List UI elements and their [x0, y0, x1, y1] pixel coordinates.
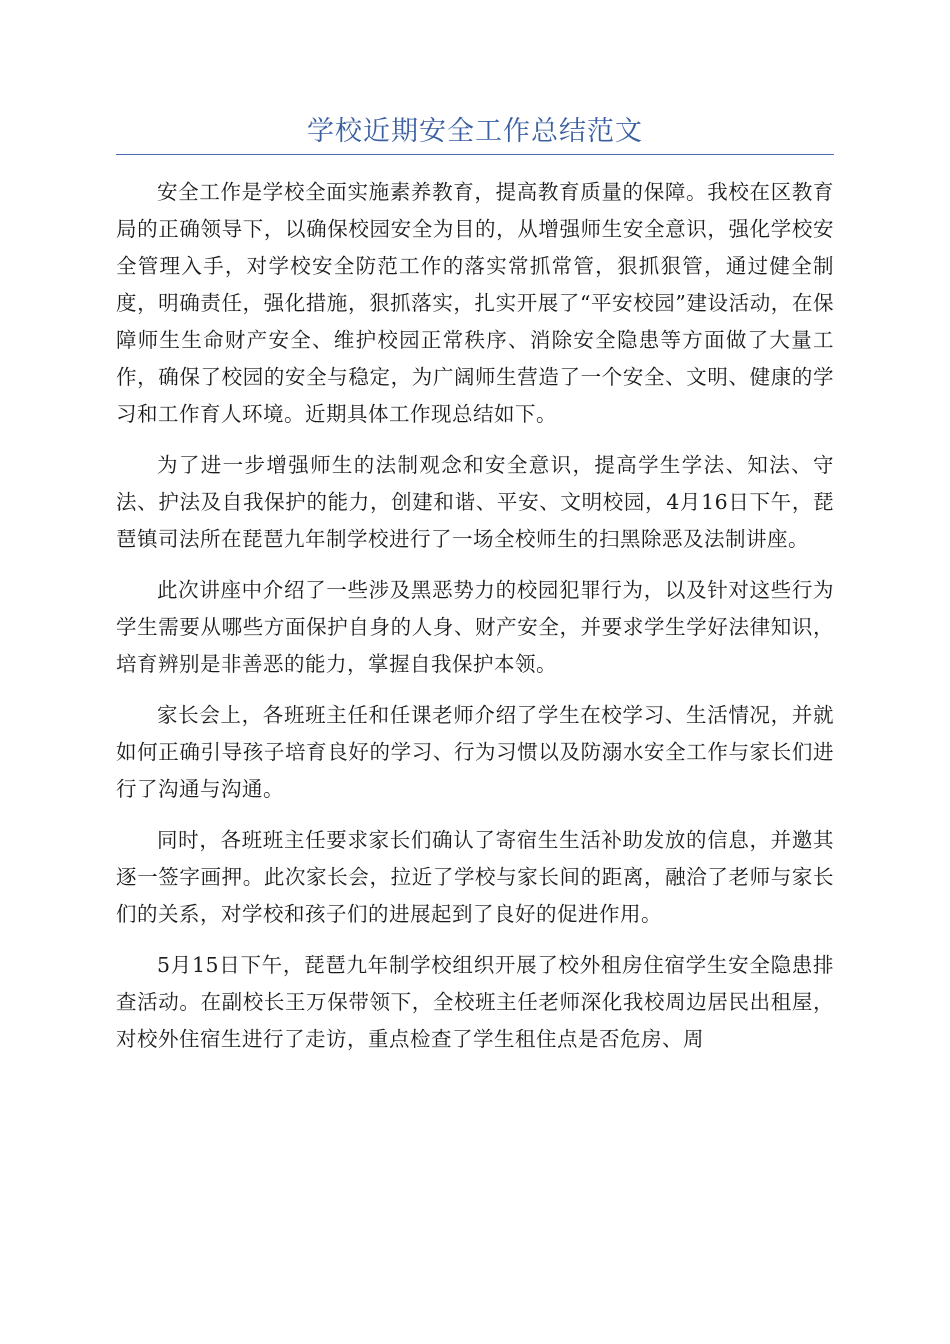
paragraph-4: 家长会上，各班班主任和任课老师介绍了学生在校学习、生活情况，并就如何正确引导孩子培育良好的学习、行为习惯以及防溺水安全工作与家长们进行了沟通与沟通。	[116, 703, 834, 801]
paragraph-1: 安全工作是学校全面实施素养教育，提高教育质量的保障。我校在区教育局的正确领导下，以确保校园安全为目的，从增强师生安全意识，强化学校安全管理入手，对学校安全防范工作的落实常抓常管，狠抓狠管，通过健全制度，明确责任，强化措施，狠抓落实，扎实开展了“平安校园”建设活动，在保障师生生命财产安全、维护校园正常秩序、消除安全隐患等方面做了大量工作，确保了校园的安全与稳定，为广阔师生营造了一个安全、文明、健康的学习和工作育人环境。近期具体工作现总结如下。	[116, 180, 834, 426]
paragraph-3: 此次讲座中介绍了一些涉及黑恶势力的校园犯罪行为，以及针对这些行为学生需要从哪些方面保护自身的人身、财产安全，并要求学生学好法律知识，培育辨别是非善恶的能力，掌握自我保护本领。	[116, 578, 834, 676]
title-underline	[116, 154, 834, 155]
document-body	[116, 174, 834, 1072]
paragraph-6: 5月15日下午，琵琶九年制学校组织开展了校外租房住宿学生安全隐患排查活动。在副校长王万保带领下，全校班主任老师深化我校周边居民出租屋，对校外住宿生进行了走访，重点检查了学生租住点是否危房、周	[116, 953, 834, 1051]
document-title: 学校近期安全工作总结范文	[307, 116, 643, 147]
paragraph-2: 为了进一步增强师生的法制观念和安全意识，提高学生学法、知法、守法、护法及自我保护的能力，创建和谐、平安、文明校园，4月16日下午，琵琶镇司法所在琵琶九年制学校进行了一场全校师生的扫黑除恶及法制讲座。	[116, 453, 834, 551]
paragraph-5: 同时，各班班主任要求家长们确认了寄宿生生活补助发放的信息，并邀其逐一签字画押。此次家长会，拉近了学校与家长间的距离，融洽了老师与家长们的关系，对学校和孩子们的进展起到了良好的促进作用。	[116, 828, 834, 926]
